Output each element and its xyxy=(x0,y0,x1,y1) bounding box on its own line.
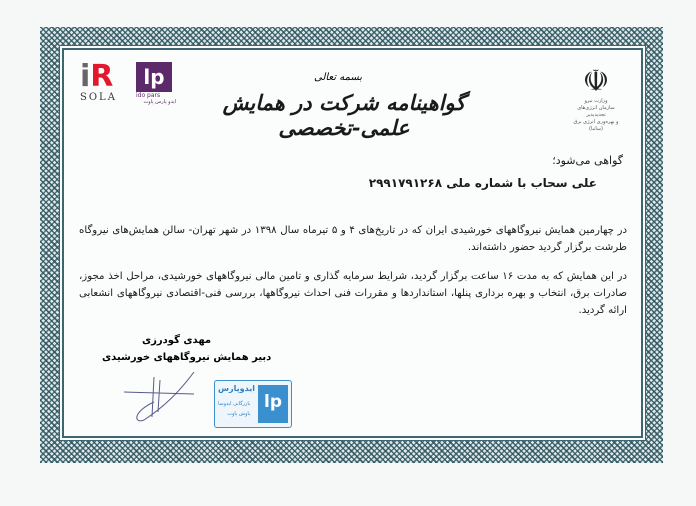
recipient-name: علی سحاب با شماره ملی ۲۹۹۱۷۹۱۲۶۸ xyxy=(368,176,597,190)
paragraph-topics: در این همایش که به مدت ۱۶ ساعت برگزار گردید، شرایط سرمایه گذاری و تامین مالی نیروگاههای خورشیدی، مراحل اخذ مجوز، صادرات برق، انتخاب و بهره برداری پنلها، استانداردها و مقررات فنی احداث نیروگاهها، بررسی فنی-اقتصادی نیروگاههای انشعابی ارائه گردید. xyxy=(79,271,627,316)
certificate-border xyxy=(40,27,663,463)
certifies-label: گواهی می‌شود؛ xyxy=(552,154,623,167)
company-stamp: ایدوپارس بازرگانی ایدوسا پاوش پاوت lp xyxy=(214,380,292,428)
idopars-logo: lp ido pars ایدو پارس پاوت xyxy=(136,62,176,104)
paragraph-attendance: در چهارمین همایش نیروگاههای خورشیدی ایران که در تاریخ‌های ۴ و ۵ تیرماه سال ۱۳۹۸ در شهر تهران- سالن همایش‌های نیروگاه طرشت برگزار گردید حضور داشته‌اند. xyxy=(79,225,627,253)
bismillah: بسمه تعالی xyxy=(314,72,363,83)
certificate-title: گواهینامه شرکت در همایش علمی-تخصصی xyxy=(222,90,466,140)
irsola-logo: iR SOLA xyxy=(80,59,117,103)
certificate-body xyxy=(62,48,643,438)
signer-role: دبیر همایش نیروگاههای خورشیدی xyxy=(102,352,272,363)
iran-emblem: ☫ وزارت نیرو سازمان انرژی‌های تجدیدپذیر و بهره‌وری انرژی برق (ساتبا) xyxy=(571,66,621,133)
emblem-icon: ☫ xyxy=(582,64,610,99)
signer-name: مهدی گودرزی xyxy=(142,335,212,346)
handwritten-signature xyxy=(124,372,214,422)
